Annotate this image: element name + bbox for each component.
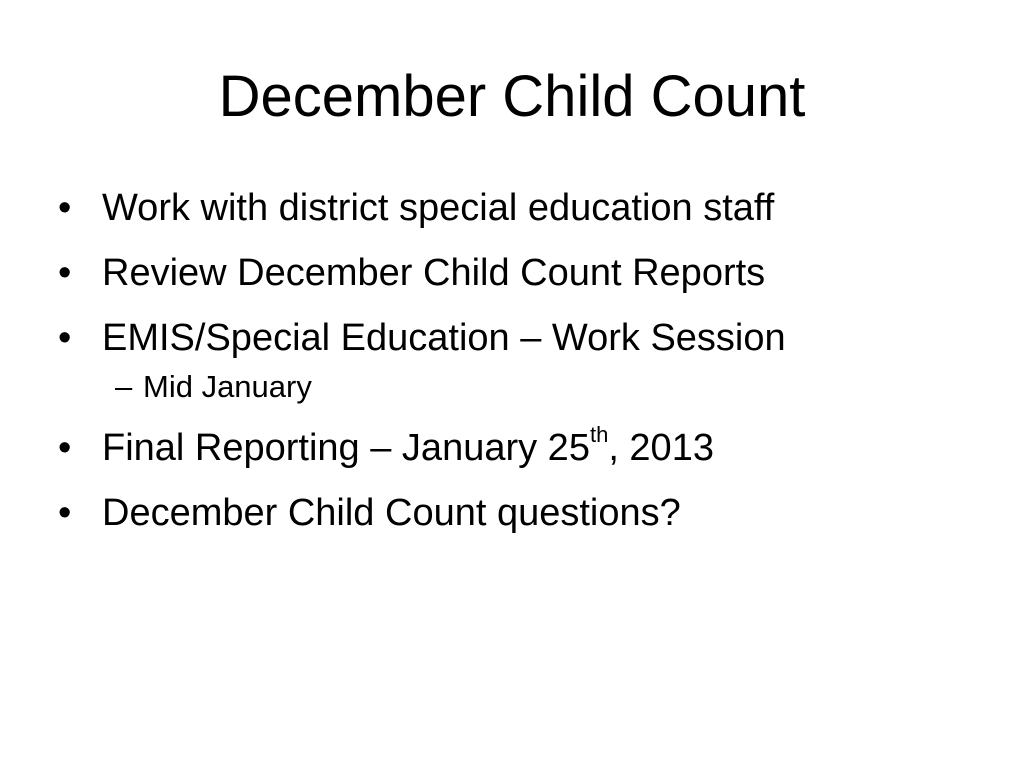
bullet-text: EMIS/Special Education – Work Session bbox=[102, 317, 786, 359]
sub-bullet-item bbox=[0, 369, 1024, 405]
sub-bullet-text: Mid January bbox=[143, 369, 312, 404]
bullet-item bbox=[0, 186, 1024, 230]
bullet-text: Work with district special education staff bbox=[102, 187, 775, 229]
slide-title: December Child Count bbox=[218, 64, 806, 129]
sub-bullet-marker: – bbox=[115, 369, 133, 404]
bullet-text bbox=[102, 422, 714, 469]
bullet-item bbox=[0, 491, 1024, 535]
bullet-item bbox=[0, 316, 1024, 360]
bullet-marker: • bbox=[58, 252, 72, 294]
bullet-text: December Child Count questions? bbox=[102, 492, 681, 534]
bullet-item bbox=[0, 422, 1024, 470]
bullet-list bbox=[0, 186, 1024, 556]
bullet-text-prefix: Final Reporting – January 25 bbox=[102, 427, 590, 469]
bullet-marker: • bbox=[58, 187, 72, 229]
bullet-marker: • bbox=[58, 427, 72, 469]
bullet-marker: • bbox=[58, 317, 72, 359]
bullet-text: Review December Child Count Reports bbox=[102, 252, 766, 294]
ordinal-superscript: th bbox=[589, 422, 609, 448]
bullet-text-suffix: , 2013 bbox=[608, 427, 714, 469]
bullet-item bbox=[0, 251, 1024, 295]
bullet-marker: • bbox=[58, 492, 72, 534]
